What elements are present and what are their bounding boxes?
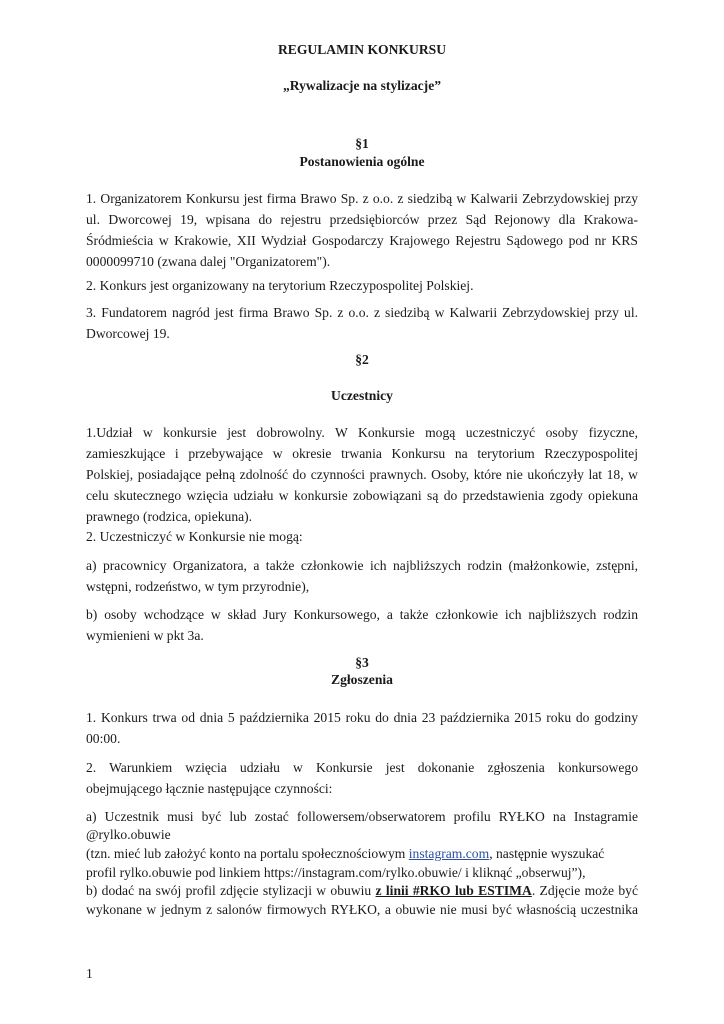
s1-p2: 2. Konkurs jest organizowany na terytorium Rzeczypospolitej Polskiej.	[86, 278, 474, 293]
s1-p3-line: Dworcowej 19.	[86, 326, 170, 341]
s3-profil-line: profil rylko.obuwie pod linkiem https://instagram.com/rylko.obuwie/ i kliknąć „obserwuj”),	[86, 865, 586, 880]
s2-p1-line: celu skutecznego wzięcia udziału w konkursie zobowiązani są do przedstawienia zgody opiekuna	[86, 488, 638, 503]
s3-p2-line: obejmującego łącznie następujące czynności:	[86, 781, 333, 796]
s2-p1-line: Polskiej, posiadające pełną zdolność do czynności prawnych. Osoby, które nie ukończyły lat 18, w	[86, 467, 638, 482]
s2-p2: 2. Uczestniczyć w Konkursie nie mogą:	[86, 529, 303, 544]
section-1-number: §1	[355, 136, 369, 151]
s3-tzn-line	[86, 845, 638, 863]
document-subtitle: „Rywalizacje na stylizacje”	[282, 78, 442, 93]
s2-p1-line: zamieszkujące i przebywające w okresie trwania Konkursu na terytorium Rzeczypospolitej	[86, 446, 638, 461]
s2-pa-line: a) pracownicy Organizatora, a także członkowie ich najbliższych rodzin (małżonkowie, zstępni,	[86, 558, 638, 573]
section-1-heading: Postanowienia ogólne	[299, 154, 425, 169]
s3-pb-line	[86, 882, 638, 900]
document-title: REGULAMIN KONKURSU	[277, 42, 447, 57]
s3-p2-line: 2. Warunkiem wzięcia udziału w Konkursie jest dokonanie zgłoszenia konkursowego	[86, 760, 638, 775]
s3-pb-bold: z linii #RKO lub ESTIMA	[375, 883, 532, 898]
section-2-number: §2	[355, 352, 369, 367]
s2-pb-line: wymienieni w pkt 3a.	[86, 628, 204, 643]
s3-pa-line: a) Uczestnik musi być lub zostać followersem/obserwatorem profilu RYŁKO na Instagramie	[86, 809, 638, 824]
s2-pa-line: wstępni, rodzeństwo, w tym przyrodnie),	[86, 579, 310, 594]
s3-p1-line: 00:00.	[86, 731, 121, 746]
s2-pb-line: b) osoby wchodzące w skład Jury Konkursowego, a także członkowie ich najbliższych rodzin	[86, 607, 638, 622]
s3-pa-line: @rylko.obuwie	[86, 827, 171, 842]
page-number: 1	[86, 966, 93, 981]
section-2-heading: Uczestnicy	[331, 388, 393, 403]
s3-tzn-text: (tzn. mieć lub założyć konto na portalu społecznościowym	[86, 846, 409, 861]
s3-pb-line-2: wykonane w jednym z salonów firmowych RYŁKO, a obuwie nie musi być własnością uczestnika	[86, 902, 638, 917]
s3-p1-line: 1. Konkurs trwa od dnia 5 października 2015 roku do dnia 23 października 2015 roku do godziny	[86, 710, 638, 725]
s1-p1-line: 0000099710 (zwana dalej "Organizatorem").	[86, 254, 331, 269]
s1-p1-line: 1. Organizatorem Konkursu jest firma Brawo Sp. z o.o. z siedzibą w Kalwarii Zebrzydowskiej przy	[86, 191, 638, 206]
section-3-heading: Zgłoszenia	[331, 672, 393, 687]
s2-p1-line: 1.Udział w konkursie jest dobrowolny. W Konkursie mogą uczestniczyć osoby fizyczne,	[86, 425, 638, 440]
s1-p1-line: ul. Dworcowej 19, wpisana do rejestru przedsiębiorców przez Sąd Rejonowy dla Krakowa-	[86, 212, 638, 227]
instagram-link[interactable]: instagram.com	[408, 846, 490, 861]
s3-tzn-text-end: , następnie wyszukać	[489, 846, 605, 861]
s2-p1-line: prawnego (rodzica, opiekuna).	[86, 509, 253, 524]
s3-pb-text-end: . Zdjęcie może być	[531, 883, 638, 898]
section-3-number: §3	[355, 655, 369, 670]
s1-p1-line: Śródmieścia w Krakowie, XII Wydział Gospodarczy Krajowego Rejestru Sądowego pod nr KRS	[86, 233, 638, 248]
s3-pb-text: b) dodać na swój profil zdjęcie stylizacji w obuwiu	[86, 883, 376, 898]
s1-p3-line: 3. Fundatorem nagród jest firma Brawo Sp. z o.o. z siedzibą w Kalwarii Zebrzydowskiej przy ul.	[86, 305, 638, 320]
